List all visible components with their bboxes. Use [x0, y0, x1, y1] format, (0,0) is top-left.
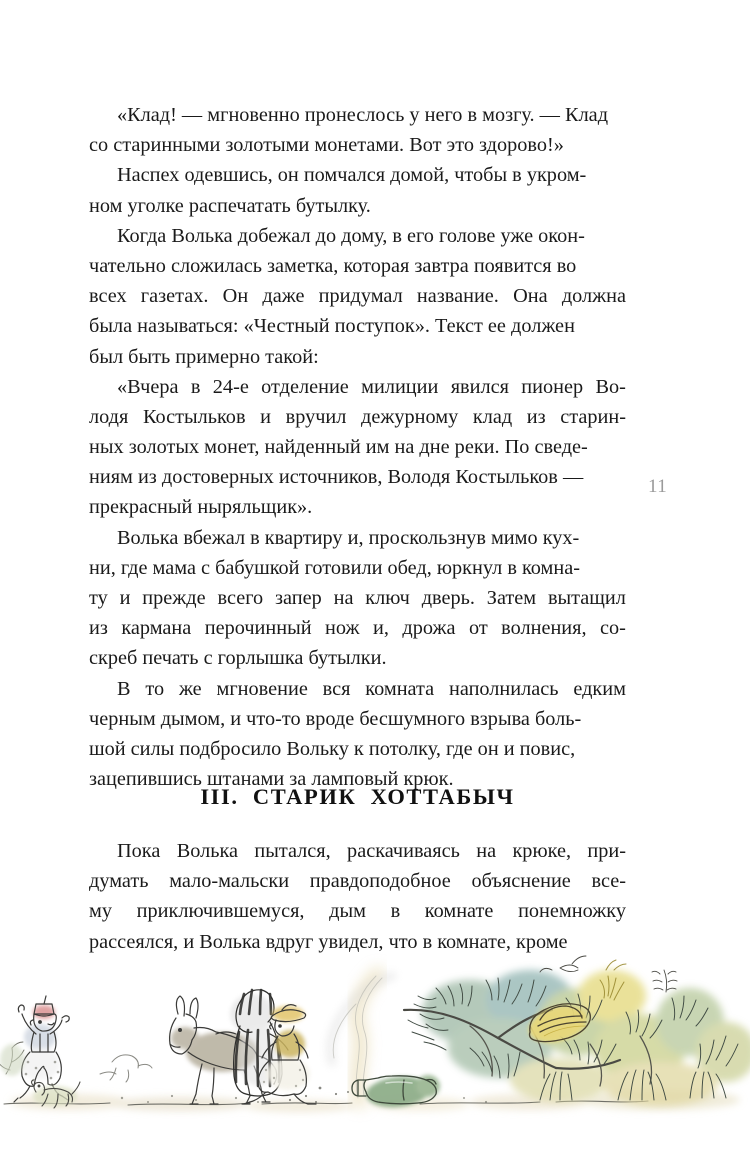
paragraph: [89, 160, 626, 220]
paragraph: [89, 523, 626, 674]
text-line: всех газетах. Он даже придумал название. Она должна: [89, 285, 626, 308]
text-line: Наспех одевшись, он помчался домой, чтобы в укром-: [117, 164, 587, 187]
text-line: «Вчера в 24-е отделение милиции явился пионер Во-: [117, 375, 626, 398]
flourish-icon: [540, 956, 586, 972]
text-line: ных золотых монет, найденный им на дне реки. По сведе-: [89, 436, 588, 459]
chapter-illustration: [0, 952, 750, 1137]
paragraph: [89, 221, 626, 372]
text-line: был быть примерно такой:: [89, 345, 319, 368]
text-line: «Клад! — мгновенно пронеслось у него в мозгу. — Клад: [117, 104, 609, 126]
text-line: Волька вбежал в квартиру и, проскользнув мимо кух-: [117, 526, 580, 549]
text-line: думать мало-мальски правдоподобное объяснение все-: [89, 870, 626, 893]
text-line: чательно сложилась заметка, которая завтра появится во: [89, 254, 577, 277]
paragraph: [89, 674, 626, 795]
boy-in-fez: [14, 996, 69, 1102]
chapter-text-column: [89, 836, 626, 957]
text-line: рассеялся, и Волька вдруг увидел, что в комнате, кроме: [89, 930, 568, 953]
text-column: [89, 100, 626, 794]
text-line: лодя Костыльков и вручил дежурному клад из старин-: [89, 405, 626, 428]
left-sprig-wash: [0, 1044, 24, 1076]
text-line: Когда Волька добежал до дому, в его голове уже окон-: [117, 224, 585, 247]
paragraph: [89, 100, 626, 160]
text-line: скреб печать с горлышка бутылки.: [89, 647, 387, 670]
text-line: ту и прежде всего запер на ключ дверь. Затем вытащил: [89, 587, 626, 609]
text-line: зацепившись штанами за ламповый крюк.: [89, 768, 454, 791]
text-line: была называться: «Честный поступок». Текст ее должен: [89, 315, 575, 338]
text-line: прекрасный ныряльщик».: [89, 496, 313, 519]
text-line: со старинными золотыми монетами. Вот это здорово!»: [89, 134, 564, 157]
text-line: из кармана перочинный нож и, дрожа от волнения, со-: [89, 617, 626, 640]
sketch-creature: [100, 1055, 152, 1082]
text-line: ниям из достоверных источников, Володя Костыльков —: [89, 466, 584, 489]
paragraph: [89, 372, 626, 523]
text-line: ном уголке распечатать бутылку.: [89, 194, 371, 217]
text-line: му приключившемуся, дым в комнате понемножку: [89, 900, 626, 923]
paragraph: [89, 836, 626, 957]
text-line: Пока Волька пытался, раскачиваясь на крюке, при-: [117, 840, 626, 862]
text-line: шой силы подбросило Вольку к потолку, где он и повис,: [89, 737, 576, 760]
chapter-heading: III. СТАРИК ХОТТАБЫЧ: [200, 784, 515, 809]
text-line: В то же мгновение вся комната наполнилась едким: [117, 677, 626, 700]
text-line: черным дымом, и что-то вроде бесшумного взрыва боль-: [89, 707, 582, 730]
text-line: ни, где мама с бабушкой готовили обед, юркнул в комна-: [89, 556, 580, 579]
page-number: 11: [648, 476, 668, 497]
